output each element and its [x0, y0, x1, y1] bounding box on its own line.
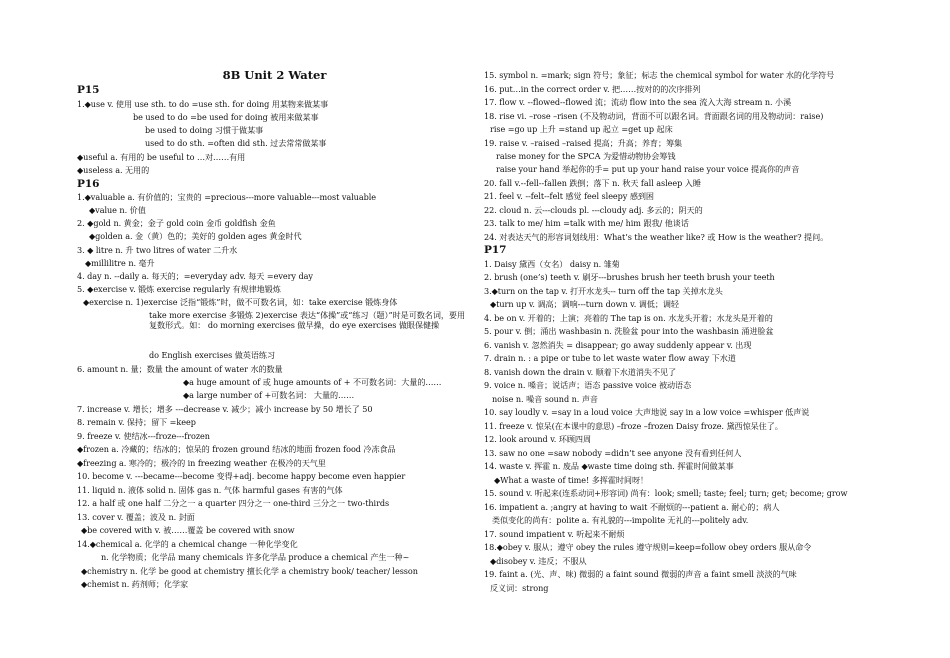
text-line: 2. ◆gold n. 黄金；金子 gold coin 金币 goldfish 金鱼	[77, 218, 276, 228]
text-line: n. 化学物质；化学品 many chemicals 许多化学品 produce a chemical 产生一种~	[101, 552, 410, 562]
text-line: be used to doing 习惯于做某事	[145, 125, 264, 135]
text-line: 9. voice n. 嗓音；说话声；语态 passive voice 被动语态	[484, 380, 692, 390]
text-line: ◆exercise n. 1)exercise 泛指“锻炼”时，做不可数名词，如：take exercise 锻炼身体	[83, 297, 398, 307]
text-line: 11. freeze v. 惊呆(在本课中的意思) –froze –frozen Daisy froze. 黛西惊呆住了。	[484, 421, 783, 431]
text-line: 7. increase v. 增长；增多 ---decrease v. 减少；减小 increase by 50 增长了 50	[77, 404, 373, 414]
text-line: 24. 对表达天气的形容词划线用：What’s the weather like? 或 How is the weather? 提问。	[484, 232, 829, 242]
text-line: be used to do =be used for doing 被用来做某事	[133, 112, 319, 122]
text-line: 2. brush (one’s) teeth v. 刷牙---brushes brush her teeth brush your teeth	[484, 272, 775, 282]
text-line: ◆freezing a. 寒冷的；极冷的 in freezing weather 在极冷的天气里	[77, 458, 326, 468]
text-line: ◆disobey v. 违反；不服从	[490, 556, 587, 566]
text-line: 4. be on v. 开着的；上演；亮着的 The tap is on. 水龙头开着；水龙头是开着的	[484, 313, 773, 323]
text-line: take more exercise 多锻炼 2)exercise 表达“体操”或“练习（题）”时是可数名词，要用复数形式。如： do morning exercises 做早操，do eye exercises 做眼保健操	[149, 310, 466, 330]
text-line: 5. pour v. 倒；涌出 washbasin n. 洗脸盆 pour into the washbasin 涌进脸盆	[484, 326, 774, 336]
text-line: ◆be covered with v. 被……覆盖 be covered with snow	[81, 525, 295, 535]
text-line: 8. remain v. 保持；留下 =keep	[77, 417, 196, 427]
text-line: 17. sound impatient v. 听起来不耐烦	[484, 529, 625, 539]
text-line: 4. day n. --daily a. 每天的；=everyday adv. 每天 =every day	[77, 271, 313, 281]
text-line: 15. symbol n. =mark; sign 符号；象征；标志 the chemical symbol for water 水的化学符号	[484, 70, 835, 80]
text-line: 17. flow v. --flowed--flowed 流；流动 flow into the sea 流入大海 stream n. 小溪	[484, 97, 792, 107]
document-title: 8B Unit 2 Water	[222, 68, 327, 82]
text-line: 11. liquid n. 液体 solid n. 固体 gas n. 气体 harmful gases 有害的气体	[77, 485, 343, 495]
text-line: 19. raise v. –raised –raised 提高；升高；养育；筹集	[484, 138, 683, 148]
text-line: 18. rise vi. –rose –risen (不及物动词，背面不可以跟名词。背面跟名词的用及物动词：raise)	[484, 111, 824, 121]
text-line: 21. feel v. --felt--felt 感觉 feel sleepy 感到困	[484, 191, 654, 201]
text-line: ◆golden a. 金（黄）色的；美好的 golden ages 黄金时代	[89, 231, 302, 241]
text-line: ◆a large number of +可数名词： 大量的……	[183, 390, 355, 400]
text-line: noise n. 噪音 sound n. 声音	[492, 394, 598, 404]
section-heading: P17	[484, 244, 507, 256]
text-line: 反义词：strong	[490, 583, 549, 593]
text-line: 16. put…in the correct order v. 把……按对的的次序排列	[484, 84, 701, 94]
text-line: 12. look around v. 环顾四周	[484, 434, 591, 444]
text-line: ◆turn up v. 调高；调响---turn down v. 调低；调轻	[490, 299, 679, 309]
text-line: 8. vanish down the drain v. 顺着下水道消失不见了	[484, 367, 677, 377]
text-line: 1.◆valuable a. 有价值的；宝贵的 =precious---more valuable---most valuable	[77, 192, 377, 202]
text-line: 16. impatient a. ;angry at having to wait 不耐烦的---patient a. 耐心的；病人	[484, 502, 780, 512]
text-line: ◆chemist n. 药剂师；化学家	[81, 579, 189, 589]
text-line: ◆useless a. 无用的	[77, 165, 150, 175]
text-line: 10. say loudly v. =say in a loud voice 大声地说 say in a low voice =whisper 低声说	[484, 407, 810, 417]
text-line: ◆value n. 价值	[89, 205, 146, 215]
text-line: 3. ◆ litre n. 升 two litres of water 二升水	[77, 245, 238, 255]
text-line: ◆frozen a. 冷藏的；结冰的；惊呆的 frozen ground 结冰的地面 frozen food 冷冻食品	[77, 444, 396, 454]
text-line: ◆millilitre n. 毫升	[85, 258, 155, 268]
text-line: 6. vanish v. 忽然消失 = disappear; go away suddenly appear v. 出现	[484, 340, 752, 350]
text-line: raise money for the SPCA 为爱惜动物协会筹钱	[496, 151, 676, 161]
text-line: 3.◆turn on the tap v. 打开水龙头-- turn off the tap 关掉水龙头	[484, 286, 723, 296]
text-line: ◆chemistry n. 化学 be good at chemistry 擅长化学 a chemistry book/ teacher/ lesson	[81, 566, 418, 576]
text-line: 12. a half 或 one half 二分之一 a quarter 四分之一 one-third 三分之一 two-thirds	[77, 498, 390, 508]
text-line: 1. Daisy 黛西（女名） daisy n. 雏菊	[484, 259, 620, 269]
text-line: ◆useful a. 有用的 be useful to …对……有用	[77, 152, 246, 162]
text-line: 23. talk to me/ him =talk with me/ him 跟我/ 他谈话	[484, 218, 689, 228]
text-line: 类似变化的尚有：polite a. 有礼貌的---impolite 无礼的---politely adv.	[492, 515, 749, 525]
text-line: 18.◆obey v. 服从；遵守 obey the rules 遵守规则=keep=follow obey orders 服从命令	[484, 542, 812, 552]
text-line: 5. ◆exercise v. 锻炼 exercise regularly 有规律地锻炼	[77, 284, 281, 294]
text-line: do English exercises 做英语练习	[149, 350, 276, 360]
text-line: rise =go up 上升 =stand up 起立 =get up 起床	[490, 124, 673, 134]
text-line: 14.◆chemical a. 化学的 a chemical change 一种化学变化	[77, 539, 298, 549]
text-line: raise your hand 举起你的手= put up your hand raise your voice 提高你的声音	[496, 164, 800, 174]
text-line: 6. amount n. 量；数量 the amount of water 水的数量	[77, 364, 283, 374]
text-line: 9. freeze v. 使结冰---froze---frozen	[77, 431, 210, 441]
text-line: ◆What a waste of time! 多挥霍时间呀！	[494, 475, 649, 485]
text-line: ◆a huge amount of 或 huge amounts of + 不可数名词：大量的……	[183, 377, 442, 387]
text-line: used to do sth. =often did sth. 过去常常做某事	[145, 138, 327, 148]
section-heading: P15	[77, 84, 100, 96]
text-line: 7. drain n. : a pipe or tube to let waste water flow away 下水道	[484, 353, 736, 363]
section-heading: P16	[77, 178, 100, 190]
text-line: 15. sound v. 听起来(连系动词+形容词) 尚有：look; smell; taste; feel; turn; get; become; grow	[484, 488, 848, 498]
text-line: 20. fall v.--fell--fallen 跌倒；落下 n. 秋天 fall asleep 入睡	[484, 178, 701, 188]
text-line: 14. waste v. 挥霍 n. 废品 ◆waste time doing sth. 挥霍时间做某事	[484, 461, 734, 471]
text-line: 13. saw no one =saw nobody =didn’t see anyone 没有看到任何人	[484, 448, 742, 458]
text-line: 1.◆use v. 使用 use sth. to do =use sth. for doing 用某物来做某事	[77, 99, 329, 109]
text-line: 10. become v. ---became---become 变得+adj. become happy become even happier	[77, 471, 406, 481]
text-line: 19. faint a. (光、声、味) 微弱的 a faint sound 微弱的声音 a faint smell 淡淡的气味	[484, 569, 797, 579]
text-line: 13. cover v. 覆盖；波及 n. 封面	[77, 512, 195, 522]
text-line: 22. cloud n. 云---clouds pl. ---cloudy adj. 多云的；阴天的	[484, 205, 703, 215]
